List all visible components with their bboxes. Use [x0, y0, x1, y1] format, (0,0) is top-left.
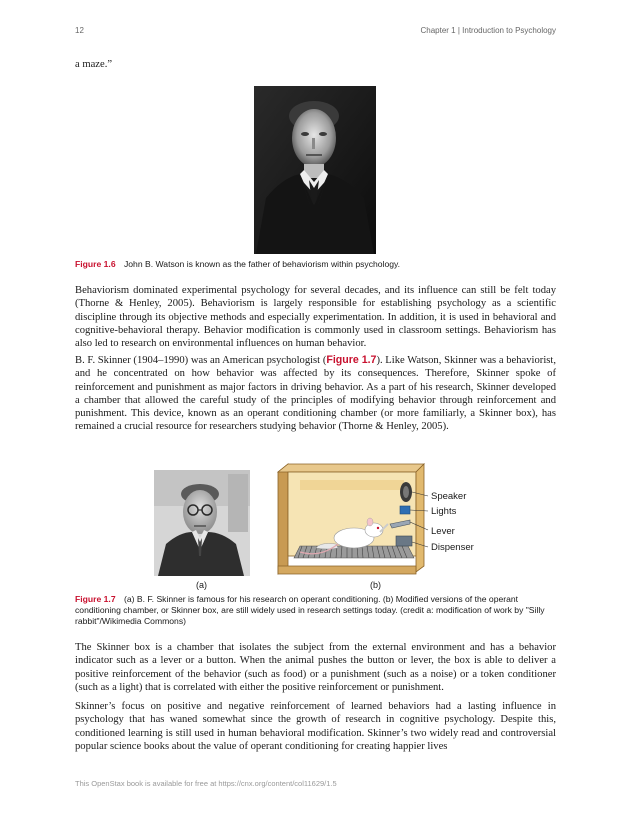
- paragraph-skinner-start: B. F. Skinner (1904–1990) was an American psychologist (: [75, 355, 327, 366]
- speaker-label: Speaker: [431, 491, 467, 502]
- figure-1-7-caption: [75, 594, 556, 627]
- intro-fragment: a maze.”: [75, 59, 113, 70]
- paragraph-reinforcement: Skinner’s focus on positive and negative reinforcement of learned behaviors had a lasting influence in psychology that has waned somewhat since the growth of research in cognitive psychology. Despite this, conditioned learning is still used in human behavioral modification. Skinner’s two widely read and controversial popular science books about the value of operant conditioning for creating happier lives: [75, 701, 556, 752]
- figure-1-7-link[interactable]: Figure 1.7: [326, 354, 377, 366]
- subfigure-b-label: (b): [370, 580, 381, 590]
- subfigure-a-label: (a): [196, 580, 207, 590]
- skinner-box-diagram: [276, 462, 482, 578]
- paragraph-skinner: [75, 354, 556, 434]
- footer-note: This OpenStax book is available for free at https://cnx.org/content/col11629/1.5: [75, 779, 337, 788]
- lever-label: Lever: [431, 526, 455, 537]
- figure-1-6-caption-text: John B. Watson is known as the father of behaviorism within psychology.: [123, 259, 401, 269]
- watson-portrait-photo: [254, 86, 376, 254]
- lights-label: Lights: [431, 506, 457, 517]
- paragraph-behaviorism: Behaviorism dominated experimental psychology for several decades, and its influence can still be felt today (Thorne & Henley, 2005). Behaviorism is largely responsible for establishing psychology as a scientific discipline through its objective methods and especially experimentation. In addition, it is used in behavioral and cognitive-behavioral therapy. Behavior modification is commonly used in classroom settings. Behaviorism has also led to research on environmental influences on human behavior.: [75, 285, 556, 350]
- figure-1-7-label: Figure 1.7: [75, 594, 116, 604]
- figure-1-6-label: Figure 1.6: [75, 259, 116, 269]
- dispenser-label: Dispenser: [431, 542, 474, 553]
- page-number: 12: [75, 26, 84, 35]
- paragraph-skinner-box: The Skinner box is a chamber that isolates the subject from the external environment and has a behavior indicator such as a lever or a button. When the animal pushes the button or lever, the box is able to deliver a positive reinforcement of the behavior (such as food) or a punishment (such as a noise) or a token conditioner (such as a light) that is correlated with either the positive reinforcement or punishment.: [75, 642, 556, 693]
- chapter-header: Chapter 1 | Introduction to Psychology: [420, 26, 556, 35]
- skinner-portrait-photo: [154, 470, 250, 576]
- paragraph-skinner-rest: ). Like Watson, Skinner was a behaviorist, and he concentrated on how behavior was affected by its consequences. Therefore, Skinner spoke of reinforcement and punishment as major factors in driving behavior. As a part of his research, Skinner developed a chamber that allowed the careful study of the principles of modifying behavior through reinforcement and punishment. This device, known as an operant conditioning chamber (or more familiarly, a Skinner box), has remained a crucial resource for researchers studying behavior (Thorne & Henley, 2005).: [75, 355, 556, 433]
- figure-1-7-caption-text: (a) B. F. Skinner is famous for his research on operant conditioning. (b) Modified versions of the operant conditioning chamber, or Skinner box, are still widely used in research settings today. (credit a: modification of work by "Silly rabbit"/Wikimedia Commons): [75, 594, 545, 626]
- figure-1-6-caption: [75, 259, 556, 270]
